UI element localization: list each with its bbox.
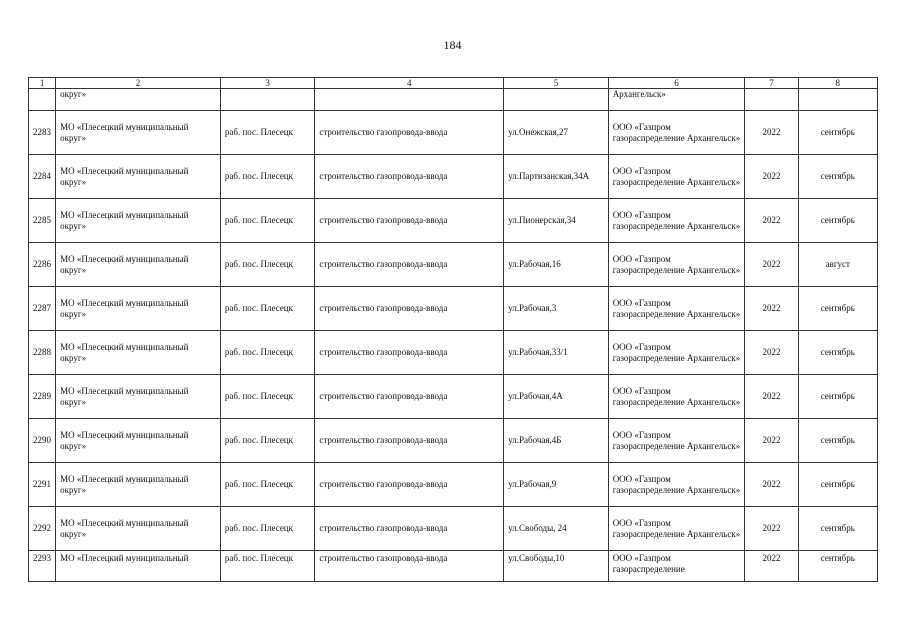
- cell-work: строительство газопровода-ввода: [315, 507, 504, 551]
- cell-year: 2022: [745, 507, 798, 551]
- cell-address: ул.Партизанская,34А: [504, 155, 608, 199]
- cell-municipality: МО «Плесецкий муниципальный округ»: [56, 287, 221, 331]
- cell-year: 2022: [745, 199, 798, 243]
- cell-work: строительство газопровода-ввода: [315, 243, 504, 287]
- cell-settlement: раб. пос. Плесецк: [220, 111, 314, 155]
- cell-num: 2288: [29, 331, 56, 375]
- cell-address: ул.Свободы,10: [504, 551, 608, 582]
- cell-organization: ООО «Газпром газораспределение Архангельск»: [608, 243, 745, 287]
- cell-month: сентябрь: [798, 199, 877, 243]
- cell-settlement: раб. пос. Плесецк: [220, 507, 314, 551]
- cell-work: строительство газопровода-ввода: [315, 551, 504, 582]
- cell-month: [798, 89, 877, 111]
- cell-month: сентябрь: [798, 155, 877, 199]
- cell-num: [29, 89, 56, 111]
- registry-table: [28, 77, 878, 582]
- cell-organization: ООО «Газпром газораспределение Архангельск»: [608, 507, 745, 551]
- table-row: [29, 243, 878, 287]
- cell-work: строительство газопровода-ввода: [315, 419, 504, 463]
- cell-num: 2284: [29, 155, 56, 199]
- cell-municipality: округ»: [56, 89, 221, 111]
- cell-month: сентябрь: [798, 331, 877, 375]
- cell-organization: ООО «Газпром газораспределение Архангельск»: [608, 463, 745, 507]
- cell-month: сентябрь: [798, 507, 877, 551]
- cell-municipality: МО «Плесецкий муниципальный округ»: [56, 111, 221, 155]
- table-row: [29, 375, 878, 419]
- column-header: 7: [745, 78, 798, 89]
- cell-work: строительство газопровода-ввода: [315, 155, 504, 199]
- cell-year: 2022: [745, 551, 798, 582]
- table-row: [29, 419, 878, 463]
- cell-work: строительство газопровода-ввода: [315, 111, 504, 155]
- cell-organization: ООО «Газпром газораспределение Архангельск»: [608, 111, 745, 155]
- column-header: 4: [315, 78, 504, 89]
- cell-year: 2022: [745, 287, 798, 331]
- cell-address: ул.Рабочая,3: [504, 287, 608, 331]
- column-header: 2: [56, 78, 221, 89]
- cell-year: 2022: [745, 331, 798, 375]
- cell-municipality: МО «Плесецкий муниципальный округ»: [56, 243, 221, 287]
- cell-num: 2291: [29, 463, 56, 507]
- cell-month: сентябрь: [798, 375, 877, 419]
- cell-num: 2283: [29, 111, 56, 155]
- cell-municipality: МО «Плесецкий муниципальный округ»: [56, 375, 221, 419]
- cell-num: 2290: [29, 419, 56, 463]
- cell-municipality: МО «Плесецкий муниципальный округ»: [56, 463, 221, 507]
- cell-year: 2022: [745, 463, 798, 507]
- cell-address: ул.Рабочая,33/1: [504, 331, 608, 375]
- column-number-row: [29, 78, 878, 89]
- cell-municipality: МО «Плесецкий муниципальный округ»: [56, 507, 221, 551]
- cell-municipality: МО «Плесецкий муниципальный округ»: [56, 331, 221, 375]
- cell-organization: Архангельск»: [608, 89, 745, 111]
- cell-organization: ООО «Газпром газораспределение Архангельск»: [608, 375, 745, 419]
- column-header: 3: [220, 78, 314, 89]
- cell-num: 2286: [29, 243, 56, 287]
- cell-organization: ООО «Газпром газораспределение Архангельск»: [608, 287, 745, 331]
- cell-settlement: раб. пос. Плесецк: [220, 463, 314, 507]
- cell-settlement: раб. пос. Плесецк: [220, 551, 314, 582]
- cell-work: строительство газопровода-ввода: [315, 287, 504, 331]
- cell-work: строительство газопровода-ввода: [315, 199, 504, 243]
- cell-organization: ООО «Газпром газораспределение Архангельск»: [608, 199, 745, 243]
- table-row: [29, 507, 878, 551]
- cell-settlement: раб. пос. Плесецк: [220, 331, 314, 375]
- cell-organization: ООО «Газпром газораспределение Архангельск»: [608, 331, 745, 375]
- cell-organization: ООО «Газпром газораспределение Архангельск»: [608, 155, 745, 199]
- cell-address: ул.Рабочая,4Б: [504, 419, 608, 463]
- cell-month: август: [798, 243, 877, 287]
- cell-municipality: МО «Плесецкий муниципальный округ»: [56, 199, 221, 243]
- table-row: [29, 463, 878, 507]
- column-header: 5: [504, 78, 608, 89]
- cell-year: 2022: [745, 375, 798, 419]
- column-header: 6: [608, 78, 745, 89]
- cell-settlement: раб. пос. Плесецк: [220, 287, 314, 331]
- cell-num: 2287: [29, 287, 56, 331]
- cell-year: [745, 89, 798, 111]
- cell-work: строительство газопровода-ввода: [315, 463, 504, 507]
- cell-settlement: раб. пос. Плесецк: [220, 243, 314, 287]
- cell-num: 2293: [29, 551, 56, 582]
- cell-year: 2022: [745, 155, 798, 199]
- cell-year: 2022: [745, 243, 798, 287]
- cell-work: строительство газопровода-ввода: [315, 331, 504, 375]
- table-row: [29, 551, 878, 582]
- cell-organization: ООО «Газпром газораспределение Архангельск»: [608, 419, 745, 463]
- column-header: 1: [29, 78, 56, 89]
- cell-work: строительство газопровода-ввода: [315, 375, 504, 419]
- table-row: [29, 331, 878, 375]
- table-row: [29, 199, 878, 243]
- table-row: [29, 111, 878, 155]
- cell-year: 2022: [745, 419, 798, 463]
- cell-month: сентябрь: [798, 111, 877, 155]
- continuation-row: [29, 89, 878, 111]
- table-row: [29, 155, 878, 199]
- cell-municipality: МО «Плесецкий муниципальный округ»: [56, 419, 221, 463]
- cell-address: ул.Рабочая,4А: [504, 375, 608, 419]
- cell-address: ул.Онежская,27: [504, 111, 608, 155]
- cell-address: ул.Свободы, 24: [504, 507, 608, 551]
- cell-num: 2285: [29, 199, 56, 243]
- cell-month: сентябрь: [798, 551, 877, 582]
- cell-address: [504, 89, 608, 111]
- cell-municipality: МО «Плесецкий муниципальный: [56, 551, 221, 582]
- cell-settlement: [220, 89, 314, 111]
- cell-settlement: раб. пос. Плесецк: [220, 199, 314, 243]
- table-row: [29, 287, 878, 331]
- page-number: 184: [443, 38, 462, 52]
- column-header: 8: [798, 78, 877, 89]
- cell-num: 2289: [29, 375, 56, 419]
- cell-address: ул.Пионерская,34: [504, 199, 608, 243]
- cell-num: 2292: [29, 507, 56, 551]
- cell-month: сентябрь: [798, 287, 877, 331]
- cell-address: ул.Рабочая,16: [504, 243, 608, 287]
- cell-month: сентябрь: [798, 463, 877, 507]
- cell-settlement: раб. пос. Плесецк: [220, 419, 314, 463]
- cell-month: сентябрь: [798, 419, 877, 463]
- cell-year: 2022: [745, 111, 798, 155]
- cell-work: [315, 89, 504, 111]
- cell-address: ул.Рабочая,9: [504, 463, 608, 507]
- cell-organization: ООО «Газпром газораспределение: [608, 551, 745, 582]
- cell-settlement: раб. пос. Плесецк: [220, 375, 314, 419]
- cell-municipality: МО «Плесецкий муниципальный округ»: [56, 155, 221, 199]
- cell-settlement: раб. пос. Плесецк: [220, 155, 314, 199]
